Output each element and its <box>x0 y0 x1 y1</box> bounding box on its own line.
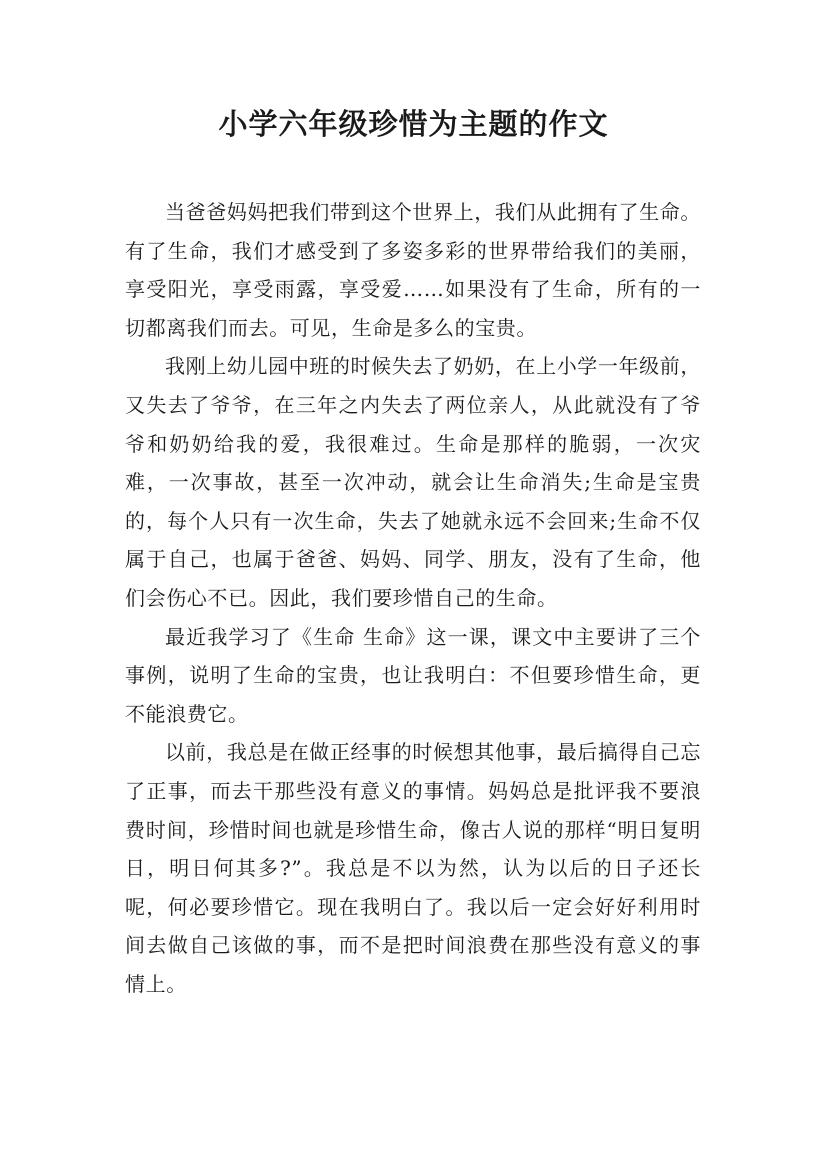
paragraph-4: 以前，我总是在做正经事的时候想其他事，最后搞得自己忘了正事，而去干那些没有意义的事情。妈妈总是批评我不要浪费时间，珍惜时间也就是珍惜生命，像古人说的那样“明日复明日，明日何其多?”。我总是不以为然，认为以后的日子还长呢，何必要珍惜它。现在我明白了。我以后一定会好好利用时间去做自己该做的事，而不是把时间浪费在那些没有意义的事情上。 <box>125 740 701 996</box>
document-body <box>125 193 701 1003</box>
paragraph-3: 最近我学习了《生命 生命》这一课，课文中主要讲了三个事例，说明了生命的宝贵，也让我明白：不但要珍惜生命，更不能浪费它。 <box>125 624 701 726</box>
paragraph-1: 当爸爸妈妈把我们带到这个世界上，我们从此拥有了生命。有了生命，我们才感受到了多姿多彩的世界带给我们的美丽，享受阳光，享受雨露，享受爱……如果没有了生命，所有的一切都离我们而去。可见，生命是多么的宝贵。 <box>125 200 701 340</box>
document-title: 小学六年级珍惜为主题的作文 <box>218 107 609 141</box>
paragraph-2: 我刚上幼儿园中班的时候失去了奶奶，在上小学一年级前，又失去了爷爷，在三年之内失去了两位亲人，从此就没有了爷爷和奶奶给我的爱，我很难过。生命是那样的脆弱，一次灾难，一次事故，甚至一次冲动，就会让生命消失;生命是宝贵的，每个人只有一次生命，失去了她就永远不会回来;生命不仅属于自己，也属于爸爸、妈妈、同学、朋友，没有了生命，他们会伤心不已。因此，我们要珍惜自己的生命。 <box>125 354 701 610</box>
